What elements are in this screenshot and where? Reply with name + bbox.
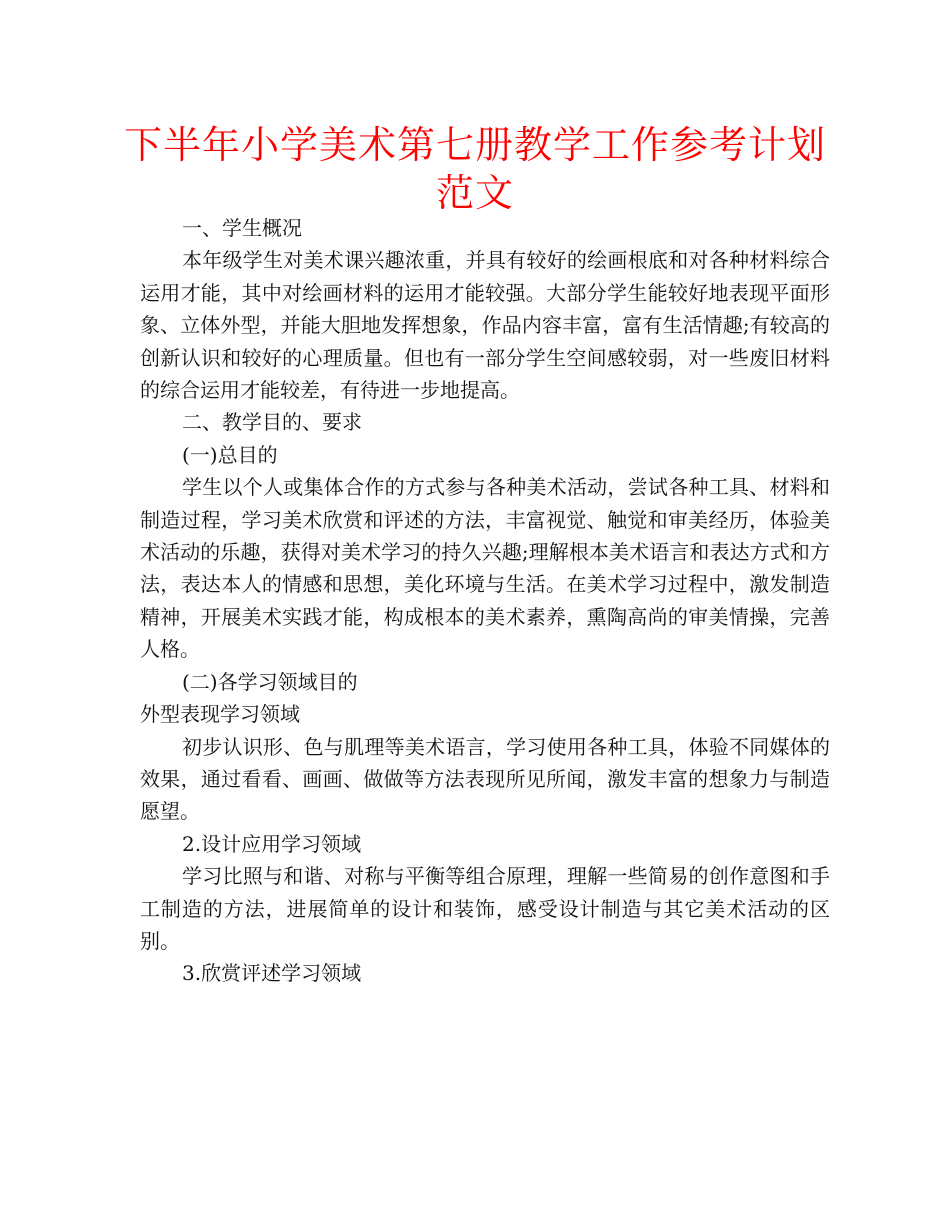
paragraph-shape-expression: 初步认识形、色与肌理等美术语言，学习使用各种工具，体验不同媒体的效果，通过看看、画画、做做等方法表现所见所闻，激发丰富的想象力与制造愿望。 [140, 734, 830, 824]
paragraph-student-overview: 本年级学生对美术课兴趣浓重，并具有较好的绘画根底和对各种材料综合运用才能，其中对绘画材料的运用才能较强。大部分学生能较好地表现平面形象、立体外型，并能大胆地发挥想象，作品内容丰富，富有生活情趣;有较高的创新认识和较好的心理质量。但也有一部分学生空间感较弱，对一些废旧材料的综合运用才能较差，有待进一步地提高。 [140, 248, 830, 403]
paragraph-overall-goal: 学生以个人或集体合作的方式参与各种美术活动，尝试各种工具、材料和制造过程，学习美术欣赏和评述的方法，丰富视觉、触觉和审美经历，体验美术活动的乐趣，获得对美术学习的持久兴趣;理解根本美术语言和表达方式和方法，表达本人的情感和思想，美化环境与生活。在美术学习过程中，激发制造精神，开展美术实践才能，构成根本的美术素养，熏陶高尚的审美情操，完善人格。 [140, 475, 830, 662]
document-body [140, 212, 830, 990]
paragraph-design-application: 学习比照与和谐、对称与平衡等组合原理，理解一些简易的创作意图和手工制造的方法，进展简单的设计和装饰，感受设计制造与其它美术活动的区别。 [140, 864, 830, 953]
subheading-appreciation-review: 3.欣赏评述学习领域 [182, 961, 362, 986]
subheading-shape-expression: 外型表现学习领域 [140, 702, 300, 727]
subheading-overall-goal: (一)总目的 [182, 442, 278, 467]
document-title-line-2: 范文 [435, 171, 514, 215]
document-title-line-1: 下半年小学美术第七册教学工作参考计划 [123, 123, 826, 167]
section-heading-teaching-goals: 二、教学目的、要求 [182, 410, 362, 435]
subheading-domain-goals: (二)各学习领域目的 [182, 669, 358, 694]
section-heading-student-overview: 一、学生概况 [182, 216, 302, 240]
subheading-design-application: 2.设计应用学习领域 [182, 831, 362, 856]
